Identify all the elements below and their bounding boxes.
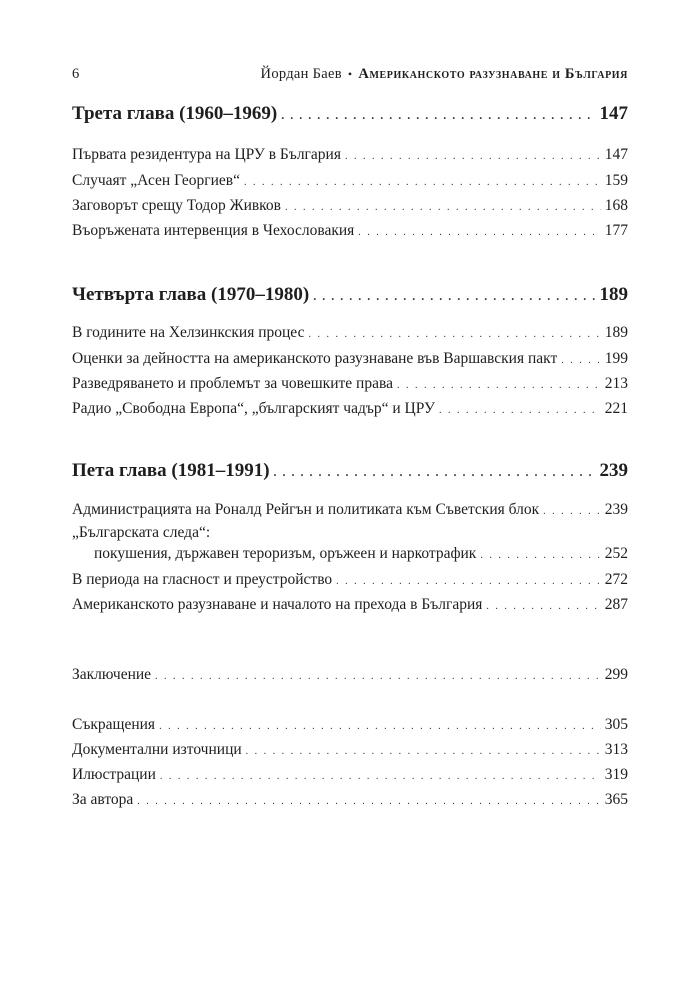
entry-page: 287 xyxy=(604,596,628,613)
toc-chapter-3 xyxy=(72,103,628,125)
entry-page: 313 xyxy=(604,741,628,758)
dot-leader xyxy=(308,329,600,340)
entry-page: 168 xyxy=(604,197,628,214)
toc-chapter-4 xyxy=(72,284,628,306)
entry-title: Съкращения xyxy=(72,716,156,733)
entry-title: Администрацията на Роналд Рейгън и политиката към Съветския блок xyxy=(72,501,540,518)
entry-title: Въоръжената интервенция в Чехословакия xyxy=(72,222,355,239)
toc-entry xyxy=(72,324,628,342)
entry-title: Заключение xyxy=(72,666,152,683)
dot-leader xyxy=(137,796,600,807)
dot-leader xyxy=(159,721,601,732)
toc-entry xyxy=(72,766,628,784)
toc-entry xyxy=(72,571,628,589)
dot-leader xyxy=(285,202,601,213)
header-page-number: 6 xyxy=(72,66,80,82)
dot-leader xyxy=(397,380,601,391)
entry-page: 147 xyxy=(604,146,628,163)
entry-page: 221 xyxy=(604,400,628,417)
entry-title-first-line: „Българската следа“: xyxy=(72,524,211,541)
toc-chapter-5 xyxy=(72,460,628,482)
entry-title: Разведряването и проблемът за човешките права xyxy=(72,375,393,392)
entry-title: Оценки за дейността на американското разузнаване във Варшавския пакт xyxy=(72,350,558,367)
toc-entry xyxy=(72,791,628,809)
dot-leader xyxy=(155,671,601,682)
header-author: Йордан Баев xyxy=(260,66,342,82)
dot-leader xyxy=(274,465,596,480)
dot-leader xyxy=(336,576,601,587)
toc-entry xyxy=(72,146,628,164)
header-running-title xyxy=(261,66,628,83)
dot-leader xyxy=(439,405,601,416)
entry-page: 365 xyxy=(604,791,628,808)
entry-page: 159 xyxy=(604,172,628,189)
dot-leader xyxy=(543,506,601,517)
header-separator: • xyxy=(347,67,353,81)
entry-title-continuation: покушения, държавен тероризъм, оръжеен и наркотрафик xyxy=(94,545,477,562)
chapter-title: Трета глава (1960–1969) xyxy=(72,103,278,124)
dot-leader xyxy=(244,177,601,188)
toc-entry xyxy=(72,716,628,734)
dot-leader xyxy=(480,550,600,561)
toc-entry xyxy=(72,375,628,393)
entry-page: 319 xyxy=(604,766,628,783)
entry-title: Илюстрации xyxy=(72,766,156,783)
entry-page: 239 xyxy=(604,501,628,518)
entry-page: 299 xyxy=(604,666,628,683)
toc-entry xyxy=(72,741,628,759)
entry-page: 189 xyxy=(604,324,628,341)
entry-title: Радио „Свободна Европа“, „българският чадър“ и ЦРУ xyxy=(72,400,435,417)
entry-title: За автора xyxy=(72,791,134,808)
chapter-title: Четвърта глава (1970–1980) xyxy=(72,284,310,305)
entry-page: 199 xyxy=(604,350,628,367)
dot-leader xyxy=(281,108,595,123)
dot-leader xyxy=(246,746,601,757)
toc-entry xyxy=(72,400,628,418)
entry-page: 213 xyxy=(604,375,628,392)
chapter-page: 189 xyxy=(599,284,628,305)
toc-entry xyxy=(72,501,628,519)
dot-leader xyxy=(160,771,601,782)
entry-page: 177 xyxy=(604,222,628,239)
entry-title: Първата резидентура на ЦРУ в България xyxy=(72,146,341,163)
entry-title: Документални източници xyxy=(72,741,242,758)
dot-leader xyxy=(486,601,600,612)
entry-title: Заговорът срещу Тодор Живков xyxy=(72,197,281,214)
toc-entry xyxy=(72,197,628,215)
header-book-title: Американското разузнаване и България xyxy=(358,66,628,82)
toc-entry xyxy=(72,596,628,614)
entry-title: Американското разузнаване и началото на прехода в България xyxy=(72,596,483,613)
dot-leader xyxy=(313,289,595,304)
entry-title: В годините на Хелзинкския процес xyxy=(72,324,305,341)
dot-leader xyxy=(358,227,600,238)
entry-page: 305 xyxy=(604,716,628,733)
chapter-page: 239 xyxy=(599,460,628,481)
chapter-page: 147 xyxy=(599,103,628,124)
dot-leader xyxy=(345,151,601,162)
entry-title: В периода на гласност и преустройство xyxy=(72,571,333,588)
entry-page: 252 xyxy=(604,545,628,562)
dot-leader xyxy=(561,355,600,366)
entry-title: Случаят „Асен Георгиев“ xyxy=(72,172,240,189)
chapter-title: Пета глава (1981–1991) xyxy=(72,460,270,481)
toc-entry xyxy=(72,545,628,563)
toc-entry xyxy=(72,222,628,240)
toc-conclusion xyxy=(72,666,628,684)
entry-page: 272 xyxy=(604,571,628,588)
toc-entry xyxy=(72,172,628,190)
running-header xyxy=(72,66,628,83)
toc-entry xyxy=(72,350,628,368)
